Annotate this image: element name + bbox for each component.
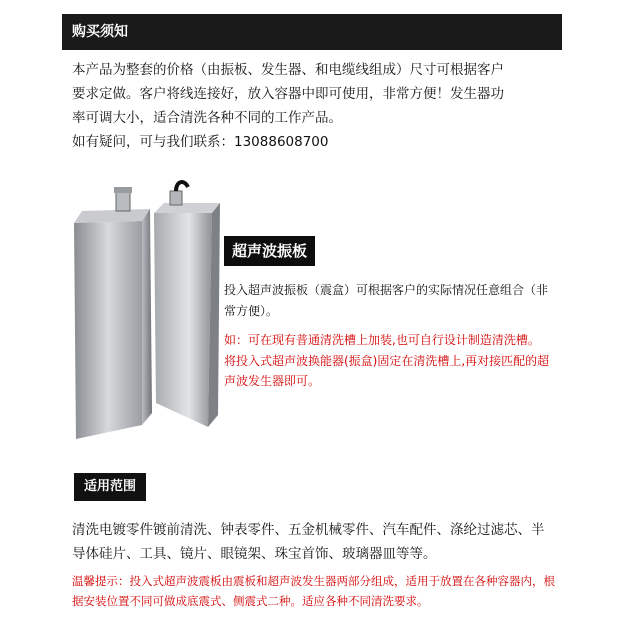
- intro-text: [72, 58, 556, 154]
- intro-line: 本产品为整套的价格（由振板、发生器、和电缆线组成）尺寸可根据客户: [72, 62, 504, 78]
- notice-title: 购买须知: [72, 24, 128, 40]
- scope-text: 清洗电镀零件镀前清洗、钟表零件、五金机械零件、汽车配件、涤纶过滤芯、半导体硅片、工具、镜片、眼镜架、珠宝首饰、玻璃器皿等等。: [72, 522, 545, 562]
- product-title: 超声波振板: [224, 236, 315, 266]
- installation-note: 如：可在现有普通清洗槽上加装,也可自行设计制造清洗槽。 将投入式超声波换能器(振盒)固定在清洗槽上,再对接匹配的超声波发生器即可。: [224, 333, 550, 388]
- intro-line: 率可调大小，适合清洗各种不同的工作产品。: [72, 110, 342, 126]
- tip-text: 温馨提示：投入式超声波震板由震板和超声波发生器两部分组成，适用于放置在各种容器内，根据安装位置不同可做成底震式、侧震式二种。适应各种不同清洗要求。: [72, 574, 555, 608]
- notice-header-bar: [62, 14, 562, 50]
- scope-label: 适用范围: [74, 473, 146, 501]
- intro-line: 要求定做。客户将线连接好，放入容器中即可使用，非常方便！发生器功: [72, 86, 504, 102]
- page-frame: [62, 14, 562, 611]
- product-description: 投入超声波振板（震盒）可根据客户的实际情况任意组合（非常方便）。: [224, 283, 549, 318]
- ultrasonic-plate-image: [72, 177, 222, 447]
- contact-line: 如有疑问，可与我们联系：13088608700: [72, 134, 329, 150]
